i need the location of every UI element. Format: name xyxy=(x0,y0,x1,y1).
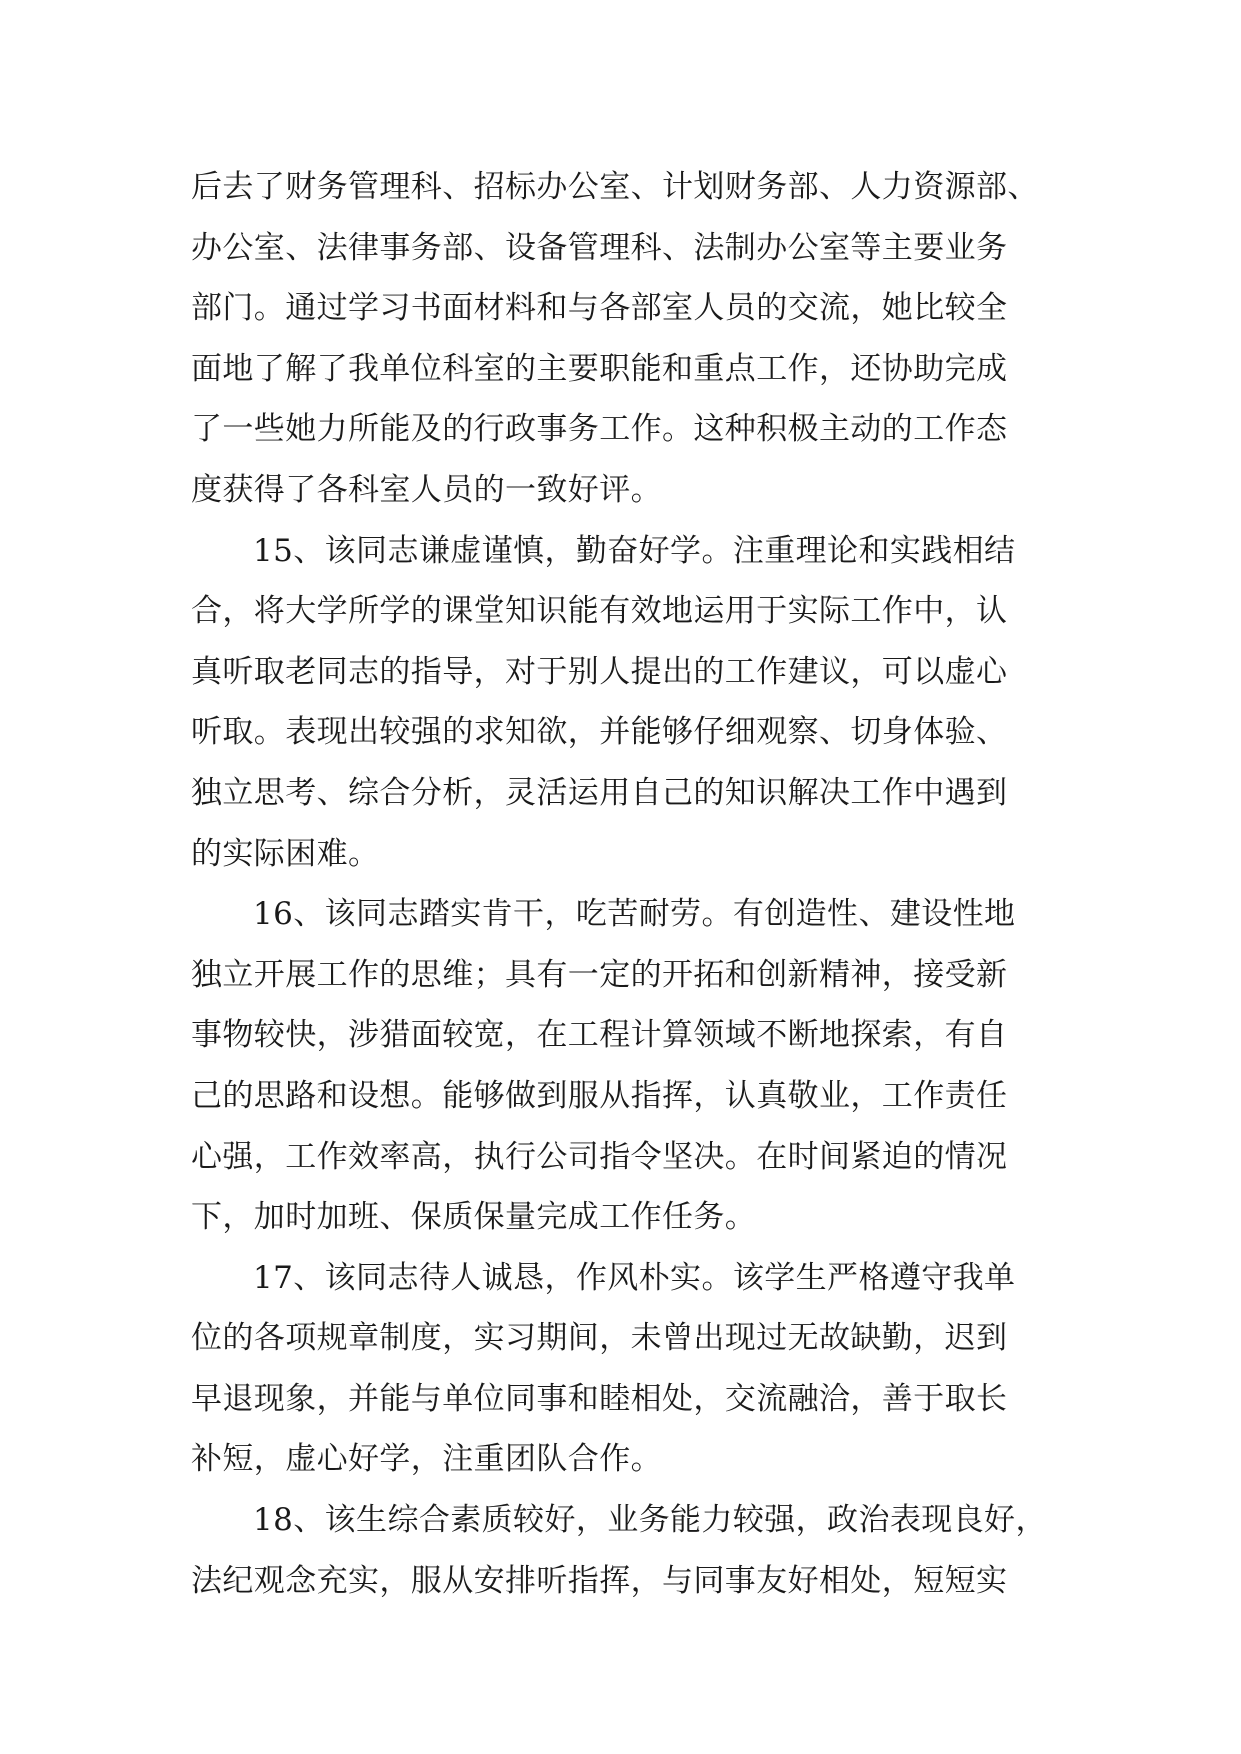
document-body xyxy=(191,157,1061,1611)
text-line: 法纪观念充实，服从安排听指挥，与同事友好相处，短短实 xyxy=(191,1562,1008,1599)
text-line: 办公室、法律事务部、设备管理科、法制办公室等主要业务 xyxy=(191,229,1008,266)
text-line: 合，将大学所学的课堂知识能有效地运用于实际工作中，认 xyxy=(191,593,1008,630)
text-line: 事物较快，涉猎面较宽，在工程计算领域不断地探索，有自 xyxy=(191,1017,1008,1054)
text-line: 补短，虚心好学，注重团队合作。 xyxy=(191,1441,662,1478)
paragraph-first-line: 15、该同志谦虚谨慎，勤奋好学。注重理论和实践相结 xyxy=(253,532,1016,569)
text-line: 己的思路和设想。能够做到服从指挥，认真敬业，工作责任 xyxy=(191,1077,1008,1114)
text-line: 独立思考、综合分析，灵活运用自己的知识解决工作中遇到 xyxy=(191,774,1008,811)
text-line: 了一些她力所能及的行政事务工作。这种积极主动的工作态 xyxy=(191,411,1008,448)
text-line: 心强，工作效率高，执行公司指令坚决。在时间紧迫的情况 xyxy=(191,1138,1008,1175)
text-line: 早退现象，并能与单位同事和睦相处，交流融洽，善于取长 xyxy=(191,1380,1008,1417)
paragraph-first-line: 18、该生综合素质较好，业务能力较强，政治表现良好， xyxy=(253,1502,1047,1539)
text-line: 后去了财务管理科、招标办公室、计划财务部、人力资源部、 xyxy=(191,169,1039,205)
text-line: 度获得了各科室人员的一致好评。 xyxy=(191,471,662,508)
text-line: 面地了解了我单位科室的主要职能和重点工作，还协助完成 xyxy=(191,350,1008,387)
text-line: 听取。表现出较强的求知欲，并能够仔细观察、切身体验、 xyxy=(191,714,1008,751)
text-line: 独立开展工作的思维；具有一定的开拓和创新精神，接受新 xyxy=(191,956,1008,993)
text-line: 位的各项规章制度，实习期间，未曾出现过无故缺勤，迟到 xyxy=(191,1320,1008,1357)
text-line: 的实际困难。 xyxy=(191,835,380,872)
text-line: 部门。通过学习书面材料和与各部室人员的交流，她比较全 xyxy=(191,290,1008,327)
text-line: 真听取老同志的指导，对于别人提出的工作建议，可以虚心 xyxy=(191,653,1008,690)
paragraph-first-line: 17、该同志待人诚恳，作风朴实。该学生严格遵守我单 xyxy=(253,1259,1016,1296)
text-line: 下，加时加班、保质保量完成工作任务。 xyxy=(191,1199,757,1236)
paragraph-first-line: 16、该同志踏实肯干，吃苦耐劳。有创造性、建设性地 xyxy=(253,896,1016,933)
